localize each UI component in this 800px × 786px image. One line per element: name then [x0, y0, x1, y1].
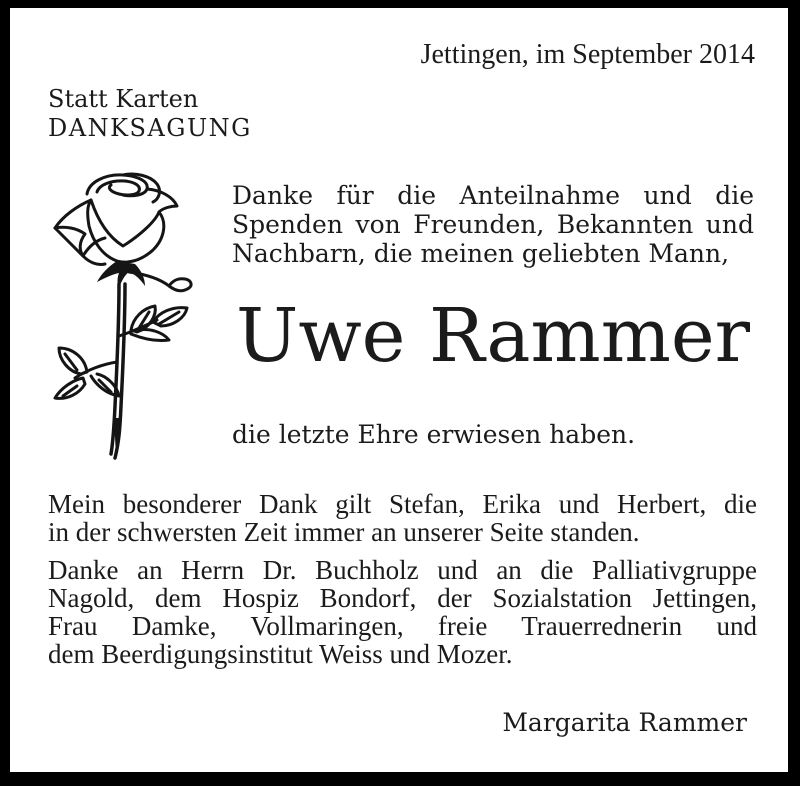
notice-header: [48, 85, 252, 143]
special-thanks-paragraph: [48, 490, 757, 546]
intro-line: Spenden von Freunden, Bekannten und: [232, 210, 754, 239]
institution-thanks-paragraph: [48, 556, 757, 668]
statt-karten-label: Statt Karten: [48, 85, 199, 113]
deceased-name: Uwe Rammer: [235, 293, 751, 379]
thanks-intro-paragraph: [232, 181, 754, 268]
danksagung-title: DANKSAGUNG: [48, 114, 252, 142]
institution-thanks-line: Nagold, dem Hospiz Bondorf, der Sozialstation Jettingen,: [48, 583, 757, 613]
institution-thanks-line: dem Beerdigungsinstitut Weiss und Mozer.: [48, 639, 513, 669]
signature-name: Margarita Rammer: [502, 708, 747, 737]
rose-icon: [35, 166, 210, 466]
honor-line: die letzte Ehre erwiesen haben.: [232, 420, 636, 449]
institution-thanks-line: Frau Damke, Vollmaringen, freie Trauerrednerin und: [48, 611, 757, 641]
intro-line: Danke für die Anteilnahme und die: [232, 181, 754, 210]
intro-line: Nachbarn, die meinen geliebten Mann,: [232, 239, 730, 268]
dateline: Jettingen, im September 2014: [420, 39, 755, 70]
special-thanks-line: Mein besonderer Dank gilt Stefan, Erika und Herbert, die: [48, 489, 757, 519]
institution-thanks-line: Danke an Herrn Dr. Buchholz und an die Palliativgruppe: [48, 555, 757, 585]
special-thanks-line: in der schwersten Zeit immer an unserer Seite standen.: [48, 517, 640, 547]
